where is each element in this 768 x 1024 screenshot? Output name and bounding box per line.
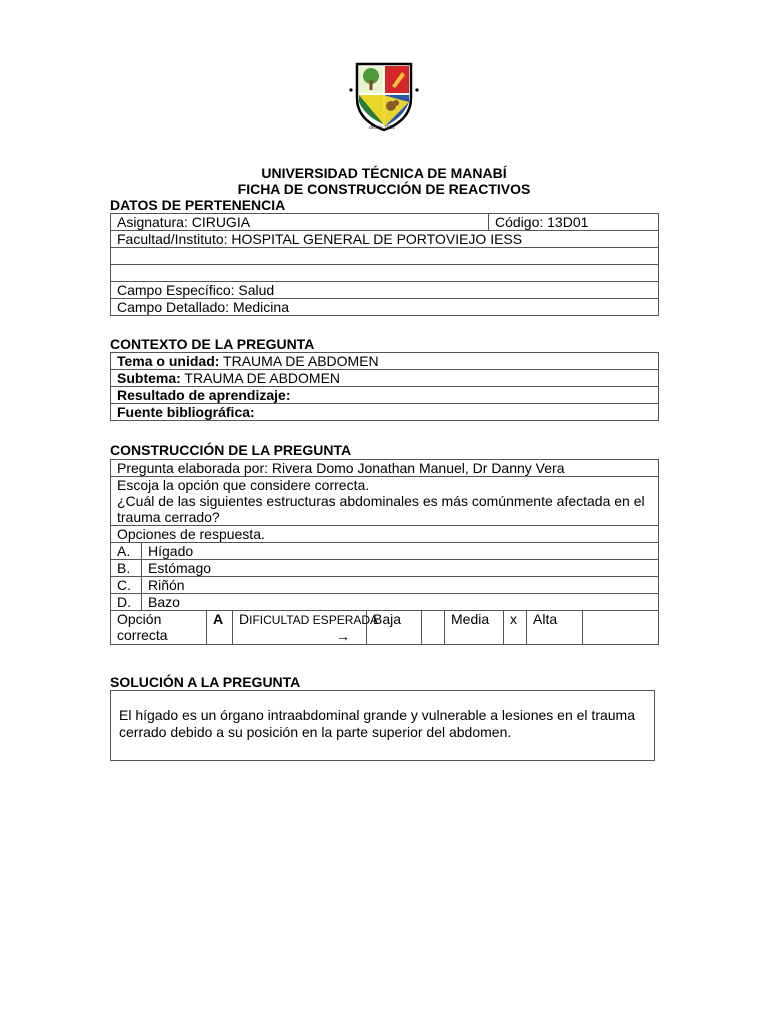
option-text: Hígado bbox=[142, 543, 659, 560]
subtema-value: TRAUMA DE ABDOMEN bbox=[180, 370, 341, 386]
subtema-label: Subtema: bbox=[117, 370, 181, 386]
tema-value: TRAUMA DE ABDOMEN bbox=[219, 353, 379, 369]
form-title: FICHA DE CONSTRUCCIÓN DE REACTIVOS bbox=[237, 181, 531, 197]
arrow-icon: → bbox=[336, 628, 350, 644]
section-construccion: CONSTRUCCIÓN DE LA PREGUNTA bbox=[110, 442, 352, 458]
section-contexto: CONTEXTO DE LA PREGUNTA bbox=[110, 336, 315, 352]
dificultad-label-first: D bbox=[239, 611, 250, 627]
asignatura-cell: Asignatura: CIRUGIA bbox=[111, 214, 489, 231]
opciones-label-cell: Opciones de respuesta. bbox=[111, 526, 659, 543]
option-letter: D. bbox=[111, 594, 142, 611]
facultad-cell: Facultad/Instituto: HOSPITAL GENERAL DE PORTOVIEJO IESS bbox=[111, 231, 659, 248]
baja-label: Baja bbox=[367, 611, 422, 645]
elaborada-cell: Pregunta elaborada por: Rivera Domo Jonathan Manuel, Dr Danny Vera bbox=[111, 460, 659, 477]
dificultad-cell bbox=[233, 611, 379, 645]
solucion-box bbox=[110, 690, 655, 761]
alta-mark bbox=[583, 611, 659, 645]
media-mark: x bbox=[504, 611, 527, 645]
media-label: Media bbox=[445, 611, 504, 645]
subtema-cell bbox=[111, 370, 659, 387]
campo-detallado-cell: Campo Detallado: Medicina bbox=[111, 299, 659, 316]
option-letter: A. bbox=[111, 543, 142, 560]
option-letter: B. bbox=[111, 560, 142, 577]
tema-label: Tema o unidad: bbox=[117, 353, 220, 369]
logo-caption: desde 1952 bbox=[369, 125, 396, 131]
construccion-table bbox=[110, 459, 659, 645]
pertenencia-table bbox=[110, 213, 659, 316]
instruccion-text: Escoja la opción que considere correcta. bbox=[117, 477, 370, 493]
option-text: Bazo bbox=[142, 594, 659, 611]
solucion-text: El hígado es un órgano intraabdominal grande y vulnerable a lesiones en el trauma cerrado debido a su posición en la parte superior del abdomen. bbox=[119, 707, 636, 740]
campo-especifico-cell: Campo Específico: Salud bbox=[111, 282, 659, 299]
pregunta-text: ¿Cuál de las siguientes estructuras abdominales es más comúnmente afectada en el trauma cerrado? bbox=[117, 493, 645, 525]
option-text: Estómago bbox=[142, 560, 659, 577]
opcion-correcta-value: A bbox=[207, 611, 233, 645]
contexto-table bbox=[110, 352, 659, 421]
section-solucion: SOLUCIÓN A LA PREGUNTA bbox=[110, 674, 301, 690]
empty-row bbox=[111, 248, 659, 265]
empty-row bbox=[111, 265, 659, 282]
baja-mark bbox=[422, 611, 445, 645]
alta-label: Alta bbox=[527, 611, 583, 645]
dificultad-label-rest: IFICULTAD ESPERADA bbox=[249, 613, 379, 627]
codigo-cell: Código: 13D01 bbox=[489, 214, 659, 231]
resultado-cell: Resultado de aprendizaje: bbox=[111, 387, 659, 404]
option-text: Riñón bbox=[142, 577, 659, 594]
fuente-cell: Fuente bibliográfica: bbox=[111, 404, 659, 421]
tema-cell bbox=[111, 353, 659, 370]
option-letter: C. bbox=[111, 577, 142, 594]
university-title: UNIVERSIDAD TÉCNICA DE MANABÍ bbox=[261, 165, 507, 181]
section-datos-pertenencia: DATOS DE PERTENENCIA bbox=[110, 197, 286, 213]
pregunta-cell bbox=[111, 477, 659, 526]
opcion-correcta-label: Opción correcta bbox=[111, 611, 207, 645]
